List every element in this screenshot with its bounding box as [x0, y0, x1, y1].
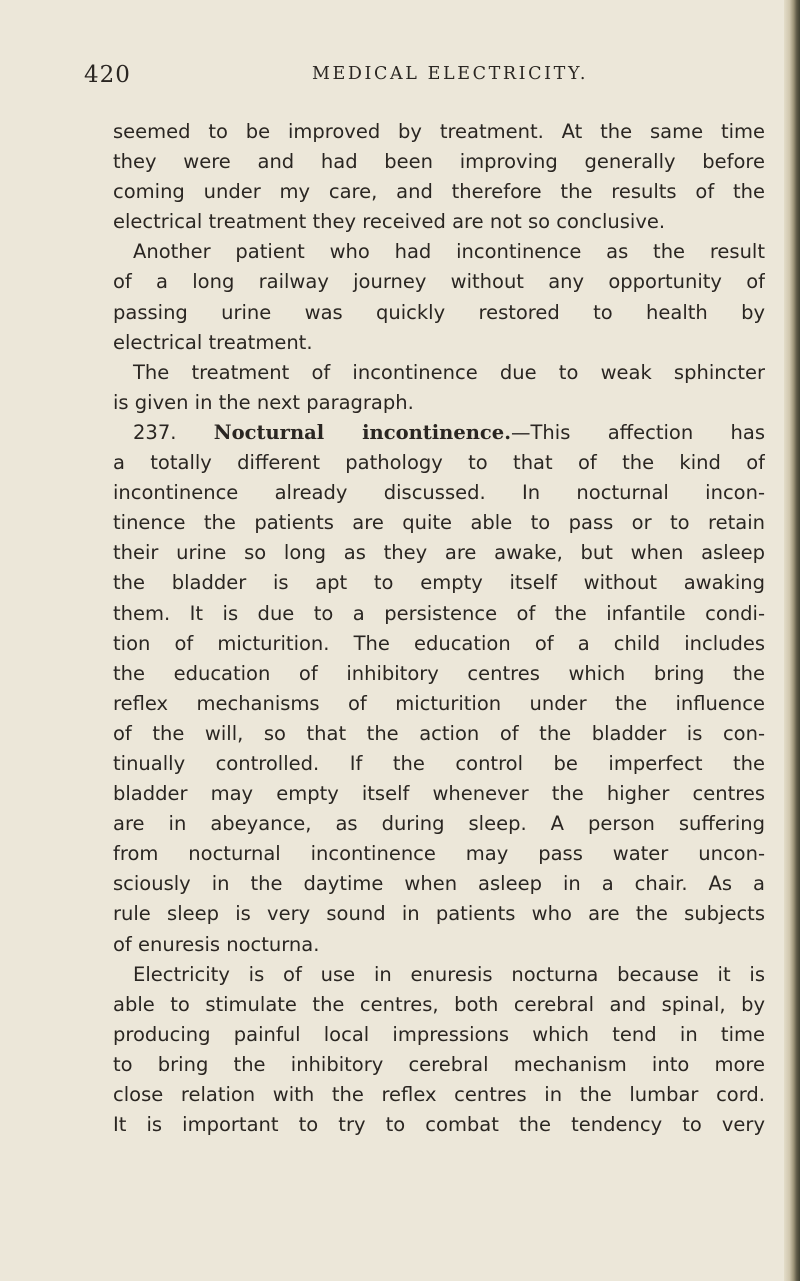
text-line: the bladder is apt to empty itself without awaking	[113, 571, 765, 595]
text-line: tion of micturition. The education of a child includes	[113, 631, 765, 655]
text-line: The treatment of incontinence due to weak sphincter	[133, 360, 765, 384]
text-line: them. It is due to a persistence of the infantile condi-	[113, 601, 765, 625]
text-line: passing urine was quickly restored to health by	[113, 300, 765, 324]
section-heading: Nocturnal incontinence.	[213, 420, 512, 444]
running-title: MEDICAL ELECTRICITY.	[312, 64, 589, 84]
text-line: It is important to try to combat the tendency to very	[113, 1113, 765, 1137]
text-line: is given in the next paragraph.	[113, 390, 414, 414]
text-line: electrical treatment.	[113, 330, 313, 354]
section-heading-line	[113, 418, 765, 448]
page-edge-shadow	[784, 0, 800, 1281]
text-line: of enuresis nocturna.	[113, 932, 320, 956]
text-line: to bring the inhibitory cerebral mechanism into more	[113, 1052, 765, 1076]
text-line: tinually controlled. If the control be imperfect the	[113, 751, 765, 775]
section-heading-text: —This affection has	[511, 420, 765, 444]
text-line: sciously in the daytime when asleep in a chair. As a	[113, 872, 765, 896]
text-line: from nocturnal incontinence may pass water uncon-	[113, 842, 765, 866]
text-line: close relation with the reflex centres in the lumbar cord.	[113, 1083, 765, 1106]
text-line: a totally different pathology to that of the kind of	[113, 451, 765, 475]
text-line: are in abeyance, as during sleep. A person suffering	[113, 812, 765, 836]
running-header	[0, 62, 790, 98]
text-line: of the will, so that the action of the bladder is con-	[113, 721, 765, 745]
text-line: their urine so long as they are awake, but when asleep	[113, 541, 765, 565]
page-number: 420	[84, 62, 131, 88]
text-line: bladder may empty itself whenever the higher centres	[113, 782, 765, 806]
text-line: of a long railway journey without any opportunity of	[113, 270, 765, 294]
text-line: producing painful local impressions which tend in time	[113, 1022, 765, 1046]
text-line: Another patient who had incontinence as the result	[133, 240, 765, 264]
text-line: rule sleep is very sound in patients who are the subjects	[113, 902, 765, 926]
section-number: 237.	[133, 420, 177, 444]
text-line: the education of inhibitory centres which bring the	[113, 661, 765, 685]
text-line: able to stimulate the centres, both cerebral and spinal, by	[113, 992, 765, 1016]
text-line: coming under my care, and therefore the results of the	[113, 180, 765, 204]
text-line: they were and had been improving generally before	[113, 150, 765, 174]
text-line: seemed to be improved by treatment. At the same time	[113, 120, 765, 143]
body-text	[113, 117, 765, 1140]
text-line: Electricity is of use in enuresis nocturna because it is	[133, 962, 765, 986]
text-line: electrical treatment they received are not so conclusive.	[113, 210, 666, 234]
text-line: tinence the patients are quite able to pass or to retain	[113, 511, 765, 535]
text-line: reflex mechanisms of micturition under the influence	[113, 691, 765, 715]
text-line: incontinence already discussed. In nocturnal incon-	[113, 481, 765, 505]
